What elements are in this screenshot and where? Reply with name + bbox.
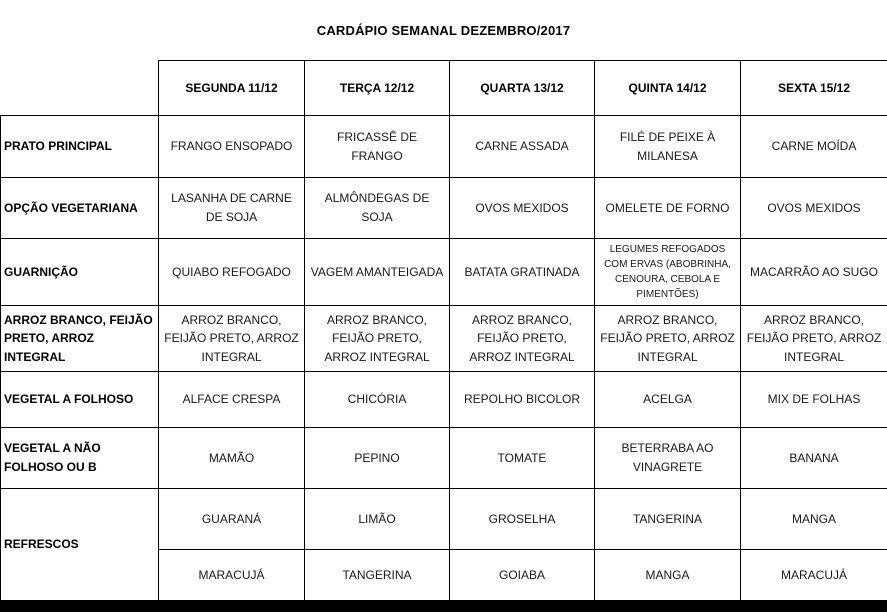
cell-refrescos1-sexta: MANGA bbox=[741, 489, 887, 550]
cell-vegetal-nao-folhoso-quarta: TOMATE bbox=[450, 428, 595, 489]
row-label-opcao-vegetariana: OPÇÃO VEGETARIANA bbox=[1, 178, 159, 239]
cell-refrescos2-quarta: GOIABA bbox=[450, 550, 595, 601]
row-label-vegetal-nao-folhoso: VEGETAL A NÃO FOLHOSO OU B bbox=[1, 428, 159, 489]
cell-vegetal-nao-folhoso-quinta: BETERRABA AO VINAGRETE bbox=[595, 428, 741, 489]
cell-arroz-feijao-quarta: ARROZ BRANCO, FEIJÃO PRETO, ARROZ INTEGRAL bbox=[450, 306, 595, 372]
cell-refrescos1-quinta: TANGERINA bbox=[595, 489, 741, 550]
cell-refrescos2-sexta: MARACUJÁ bbox=[741, 550, 887, 601]
row-vegetal-nao-folhoso bbox=[1, 428, 887, 489]
cell-guarnicao-terca: VAGEM AMANTEIGADA bbox=[305, 239, 450, 306]
bottom-bar bbox=[0, 600, 887, 612]
cell-guarnicao-segunda: QUIABO REFOGADO bbox=[159, 239, 305, 306]
row-opcao-vegetariana bbox=[1, 178, 887, 239]
cell-guarnicao-sexta: MACARRÃO AO SUGO bbox=[741, 239, 887, 306]
cell-vegetal-folhoso-segunda: ALFACE CRESPA bbox=[159, 372, 305, 428]
row-label-vegetal-folhoso: VEGETAL A FOLHOSO bbox=[1, 372, 159, 428]
cell-refrescos1-segunda: GUARANÁ bbox=[159, 489, 305, 550]
cell-prato-principal-sexta: CARNE MOÍDA bbox=[741, 116, 887, 178]
page-title: CARDÁPIO SEMANAL DEZEMBRO/2017 bbox=[316, 22, 571, 38]
cell-refrescos2-segunda: MARACUJÁ bbox=[159, 550, 305, 601]
row-vegetal-folhoso bbox=[1, 372, 887, 428]
cell-refrescos2-terca: TANGERINA bbox=[305, 550, 450, 601]
day-header-terca: TERÇA 12/12 bbox=[305, 61, 450, 116]
row-prato-principal bbox=[1, 116, 887, 178]
cell-refrescos2-quinta: MANGA bbox=[595, 550, 741, 601]
corner-cell bbox=[1, 61, 159, 116]
cell-opcao-vegetariana-sexta: OVOS MEXIDOS bbox=[741, 178, 887, 239]
cell-opcao-vegetariana-quarta: OVOS MEXIDOS bbox=[450, 178, 595, 239]
row-label-arroz-feijao: ARROZ BRANCO, FEIJÃO PRETO, ARROZ INTEGRAL bbox=[1, 306, 159, 372]
row-guarnicao bbox=[1, 239, 887, 306]
cell-opcao-vegetariana-segunda: LASANHA DE CARNE DE SOJA bbox=[159, 178, 305, 239]
cell-arroz-feijao-segunda: ARROZ BRANCO, FEIJÃO PRETO, ARROZ INTEGRAL bbox=[159, 306, 305, 372]
row-refrescos-1 bbox=[1, 489, 887, 550]
cell-prato-principal-terca: FRICASSÊ DE FRANGO bbox=[305, 116, 450, 178]
cell-refrescos1-terca: LIMÃO bbox=[305, 489, 450, 550]
cell-opcao-vegetariana-terca: ALMÔNDEGAS DE SOJA bbox=[305, 178, 450, 239]
day-header-sexta: SEXTA 15/12 bbox=[741, 61, 887, 116]
day-header-quarta: QUARTA 13/12 bbox=[450, 61, 595, 116]
cell-prato-principal-quinta: FILÉ DE PEIXE À MILANESA bbox=[595, 116, 741, 178]
day-header-quinta: QUINTA 14/12 bbox=[595, 61, 741, 116]
cell-vegetal-nao-folhoso-terca: PEPINO bbox=[305, 428, 450, 489]
cell-arroz-feijao-quinta: ARROZ BRANCO, FEIJÃO PRETO, ARROZ INTEGRAL bbox=[595, 306, 741, 372]
cell-guarnicao-quinta: LEGUMES REFOGADOS COM ERVAS (ABOBRINHA, CENOURA, CEBOLA E PIMENTÕES) bbox=[595, 239, 741, 306]
row-label-guarnicao: GUARNIÇÃO bbox=[1, 239, 159, 306]
header-row bbox=[1, 61, 887, 116]
cell-vegetal-nao-folhoso-sexta: BANANA bbox=[741, 428, 887, 489]
cell-vegetal-folhoso-quinta: ACELGA bbox=[595, 372, 741, 428]
cell-refrescos1-quarta: GROSELHA bbox=[450, 489, 595, 550]
row-label-refrescos: REFRESCOS bbox=[1, 489, 159, 601]
cell-vegetal-folhoso-terca: CHICÓRIA bbox=[305, 372, 450, 428]
cell-guarnicao-quarta: BATATA GRATINADA bbox=[450, 239, 595, 306]
cell-prato-principal-quarta: CARNE ASSADA bbox=[450, 116, 595, 178]
row-label-prato-principal: PRATO PRINCIPAL bbox=[1, 116, 159, 178]
cell-vegetal-folhoso-sexta: MIX DE FOLHAS bbox=[741, 372, 887, 428]
cell-prato-principal-segunda: FRANGO ENSOPADO bbox=[159, 116, 305, 178]
day-header-segunda: SEGUNDA 11/12 bbox=[159, 61, 305, 116]
menu-table bbox=[0, 60, 887, 601]
cell-arroz-feijao-terca: ARROZ BRANCO, FEIJÃO PRETO, ARROZ INTEGRAL bbox=[305, 306, 450, 372]
cell-vegetal-folhoso-quarta: REPOLHO BICOLOR bbox=[450, 372, 595, 428]
cell-opcao-vegetariana-quinta: OMELETE DE FORNO bbox=[595, 178, 741, 239]
row-arroz-feijao bbox=[1, 306, 887, 372]
cell-arroz-feijao-sexta: ARROZ BRANCO, FEIJÃO PRETO, ARROZ INTEGRAL bbox=[741, 306, 887, 372]
cell-vegetal-nao-folhoso-segunda: MAMÃO bbox=[159, 428, 305, 489]
